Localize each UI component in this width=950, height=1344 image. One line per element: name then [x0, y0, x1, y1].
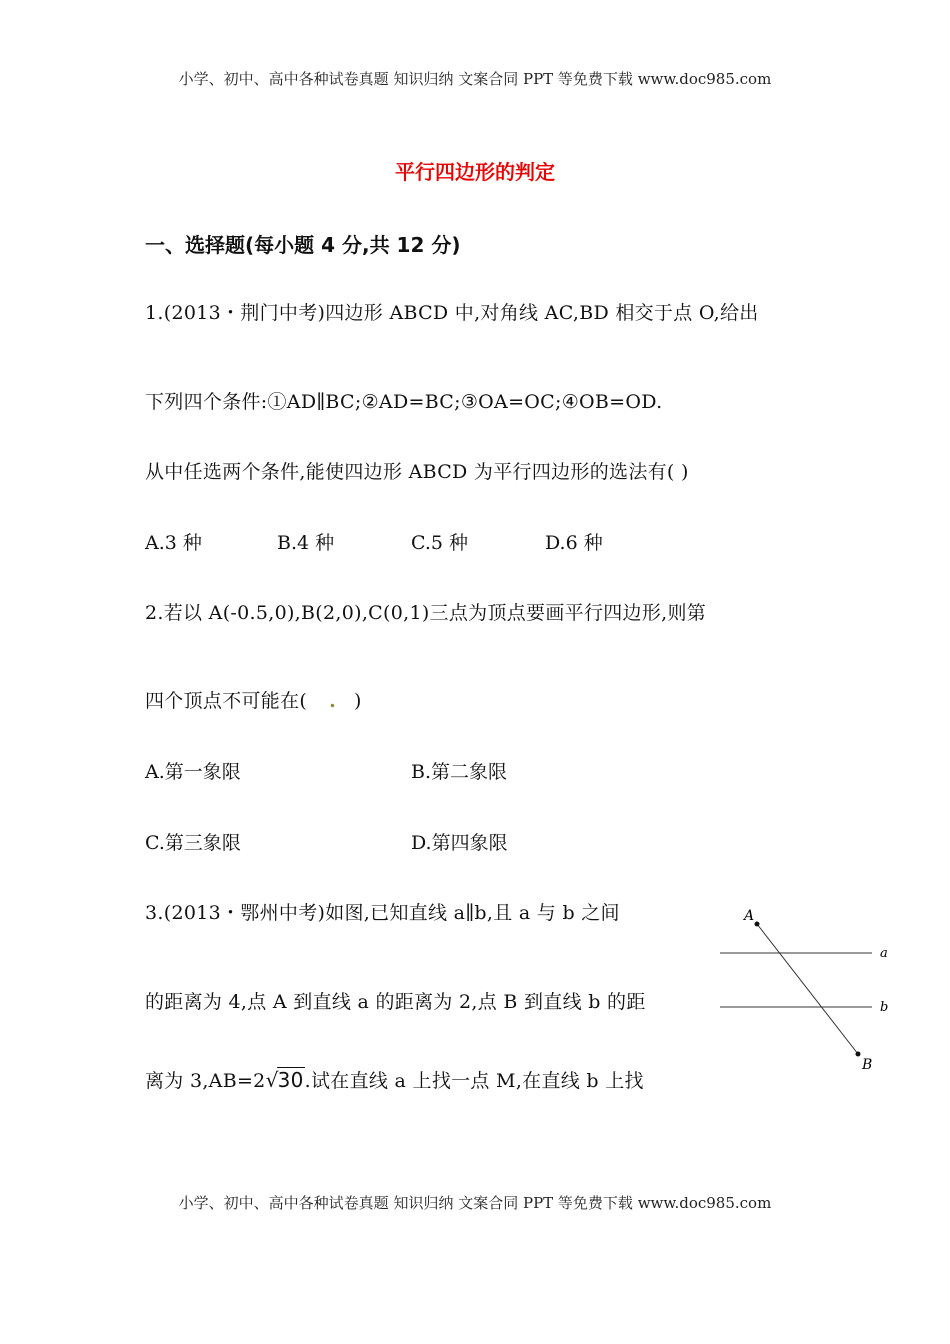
q2-line-2-close: ) [354, 690, 362, 712]
q3-line-2: 的距离为 4,点 A 到直线 a 的距离为 2,点 B 到直线 b 的距 [145, 991, 646, 1013]
sqrt-radicand: 30 [277, 1068, 304, 1092]
page-footer: 小学、初中、高中各种试卷真题 知识归纳 文案合同 PPT 等免费下载 www.doc985.com [178, 1194, 772, 1212]
q3-line-3-pre: 离为 3,AB=2 [145, 1070, 266, 1092]
sqrt-30 [266, 1068, 305, 1092]
sqrt-sign: √ [265, 1068, 279, 1092]
q2-option-b: B.第二象限 [411, 761, 508, 783]
q2-blank-dot: . [329, 690, 337, 712]
q3-line-3 [145, 1066, 644, 1093]
q2-option-c: C.第三象限 [145, 832, 241, 854]
q2-line-1: 2.若以 A(-0.5,0),B(2,0),C(0,1)三点为顶点要画平行四边形,则第 [145, 602, 707, 624]
section-heading: 一、选择题(每小题 4 分,共 12 分) [145, 233, 461, 257]
q2-line-2-text: 四个顶点不可能在( [145, 690, 308, 712]
point-a [755, 922, 760, 927]
q1-option-b: B.4 种 [277, 532, 335, 554]
q2-option-a: A.第一象限 [145, 761, 241, 783]
q1-option-c: C.5 种 [411, 532, 469, 554]
q1-line-1: 1.(2013・荆门中考)四边形 ABCD 中,对角线 AC,BD 相交于点 O,给出 [145, 302, 759, 324]
q3-line-1: 3.(2013・鄂州中考)如图,已知直线 a∥b,且 a 与 b 之间 [145, 902, 620, 924]
point-b [856, 1052, 861, 1057]
q2-option-d: D.第四象限 [411, 832, 508, 854]
q1-option-a: A.3 种 [145, 532, 202, 554]
page-header: 小学、初中、高中各种试卷真题 知识归纳 文案合同 PPT 等免费下载 www.doc985.com [178, 70, 772, 88]
label-point-b: B [862, 1057, 873, 1073]
label-line-b: b [880, 1000, 889, 1015]
page-title: 平行四边形的判定 [395, 160, 555, 184]
segment-ab [757, 924, 858, 1054]
q1-option-d: D.6 种 [545, 532, 603, 554]
q1-line-3: 从中任选两个条件,能使四边形 ABCD 为平行四边形的选法有( ) [145, 461, 689, 483]
parallel-lines-figure [712, 900, 902, 1080]
label-point-a: A [744, 908, 755, 924]
q1-line-2: 下列四个条件:①AD∥BC;②AD=BC;③OA=OC;④OB=OD. [145, 391, 663, 413]
q2-line-2 [145, 686, 362, 713]
q3-line-3-post: .试在直线 a 上找一点 M,在直线 b 上找 [304, 1070, 644, 1092]
label-line-a: a [880, 946, 888, 961]
